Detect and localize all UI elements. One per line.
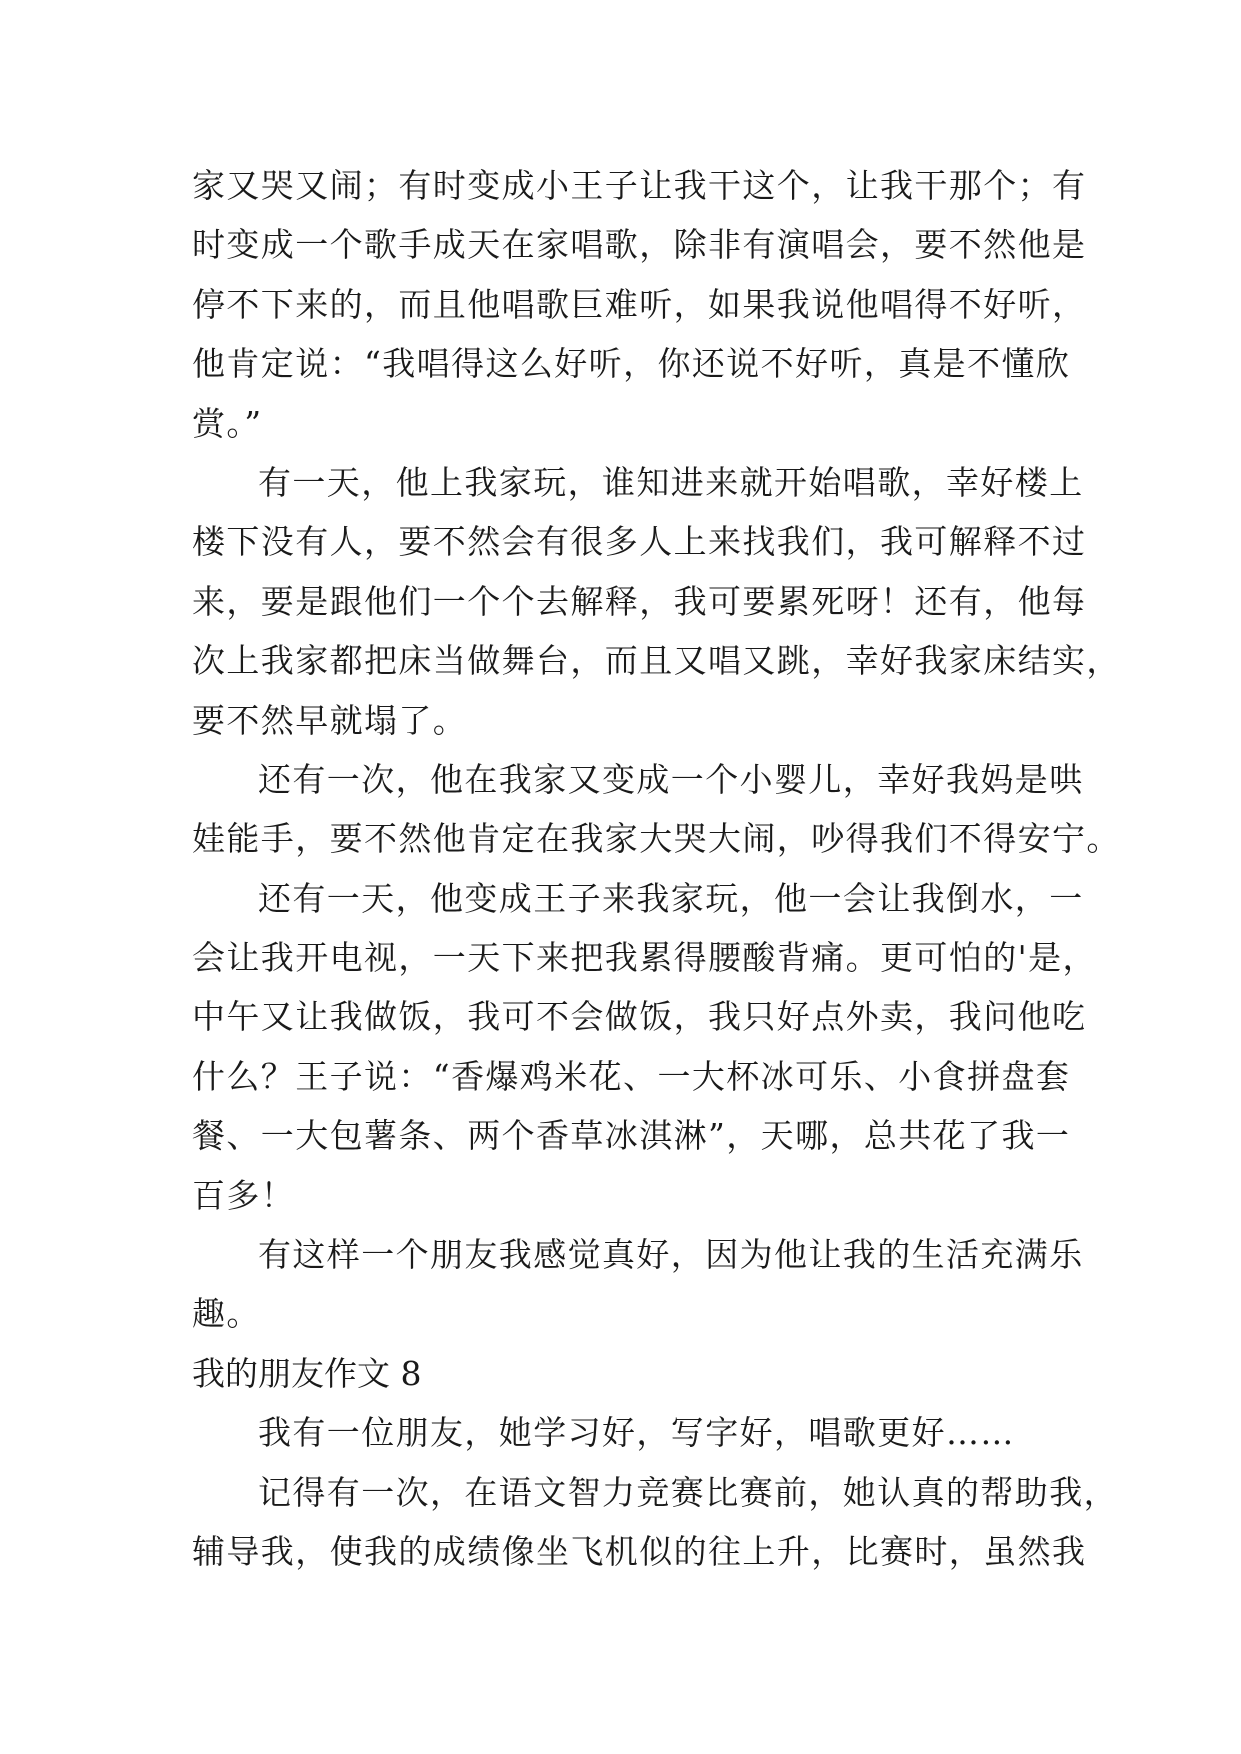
text-line: 有一天，他上我家玩，谁知进来就开始唱歌，幸好楼上 — [258, 462, 1084, 502]
text-line: 还有一天，他变成王子来我家玩，他一会让我倒水，一 — [258, 878, 1084, 918]
essay-text — [192, 156, 1121, 1581]
text-line: 会让我开电视，一天下来把我累得腰酸背痛。更可怕的'是， — [192, 938, 1097, 978]
text-line: 赏。” — [192, 403, 263, 443]
text-line: 娃能手，要不然他肯定在我家大哭大闹，吵得我们不得安宁。 — [192, 819, 1121, 859]
text-line: 我有一位朋友，她学习好，写字好，唱歌更好…… — [258, 1413, 1015, 1453]
text-line: 有这样一个朋友我感觉真好，因为他让我的生活充满乐 — [258, 1235, 1084, 1275]
text-line: 楼下没有人，要不然会有很多人上来找我们，我可解释不过 — [192, 522, 1087, 562]
text-line: 次上我家都把床当做舞台，而且又唱又跳，幸好我家床结实， — [192, 641, 1121, 681]
text-line: 百多！ — [192, 1175, 296, 1215]
section-heading: 我的朋友作文 8 — [192, 1353, 422, 1393]
text-line: 要不然早就塌了。 — [192, 700, 468, 740]
text-line: 还有一次，他在我家又变成一个小婴儿，幸好我妈是哄 — [258, 759, 1084, 799]
text-line: 中午又让我做饭，我可不会做饭，我只好点外卖，我问他吃 — [192, 997, 1087, 1037]
text-line: 来，要是跟他们一个个去解释，我可要累死呀！还有，他每 — [192, 581, 1087, 621]
text-line: 餐、一大包薯条、两个香草冰淇淋”，天哪，总共花了我一 — [192, 1116, 1071, 1156]
text-line: 家又哭又闹；有时变成小王子让我干这个，让我干那个；有 — [192, 166, 1087, 205]
text-line: 什么？王子说：“香爆鸡米花、一大杯冰可乐、小食拼盘套 — [192, 1056, 1071, 1096]
text-line: 停不下来的，而且他唱歌巨难听，如果我说他唱得不好听， — [192, 284, 1087, 324]
text-line: 记得有一次，在语文智力竞赛比赛前，她认真的帮助我， — [258, 1472, 1118, 1512]
text-line: 时变成一个歌手成天在家唱歌，除非有演唱会，要不然他是 — [192, 225, 1087, 265]
text-line: 他肯定说：“我唱得这么好听，你还说不好听，真是不懂欣 — [192, 344, 1071, 384]
text-line: 辅导我，使我的成绩像坐飞机似的往上升，比赛时，虽然我 — [192, 1531, 1087, 1571]
text-line: 趣。 — [192, 1294, 261, 1334]
